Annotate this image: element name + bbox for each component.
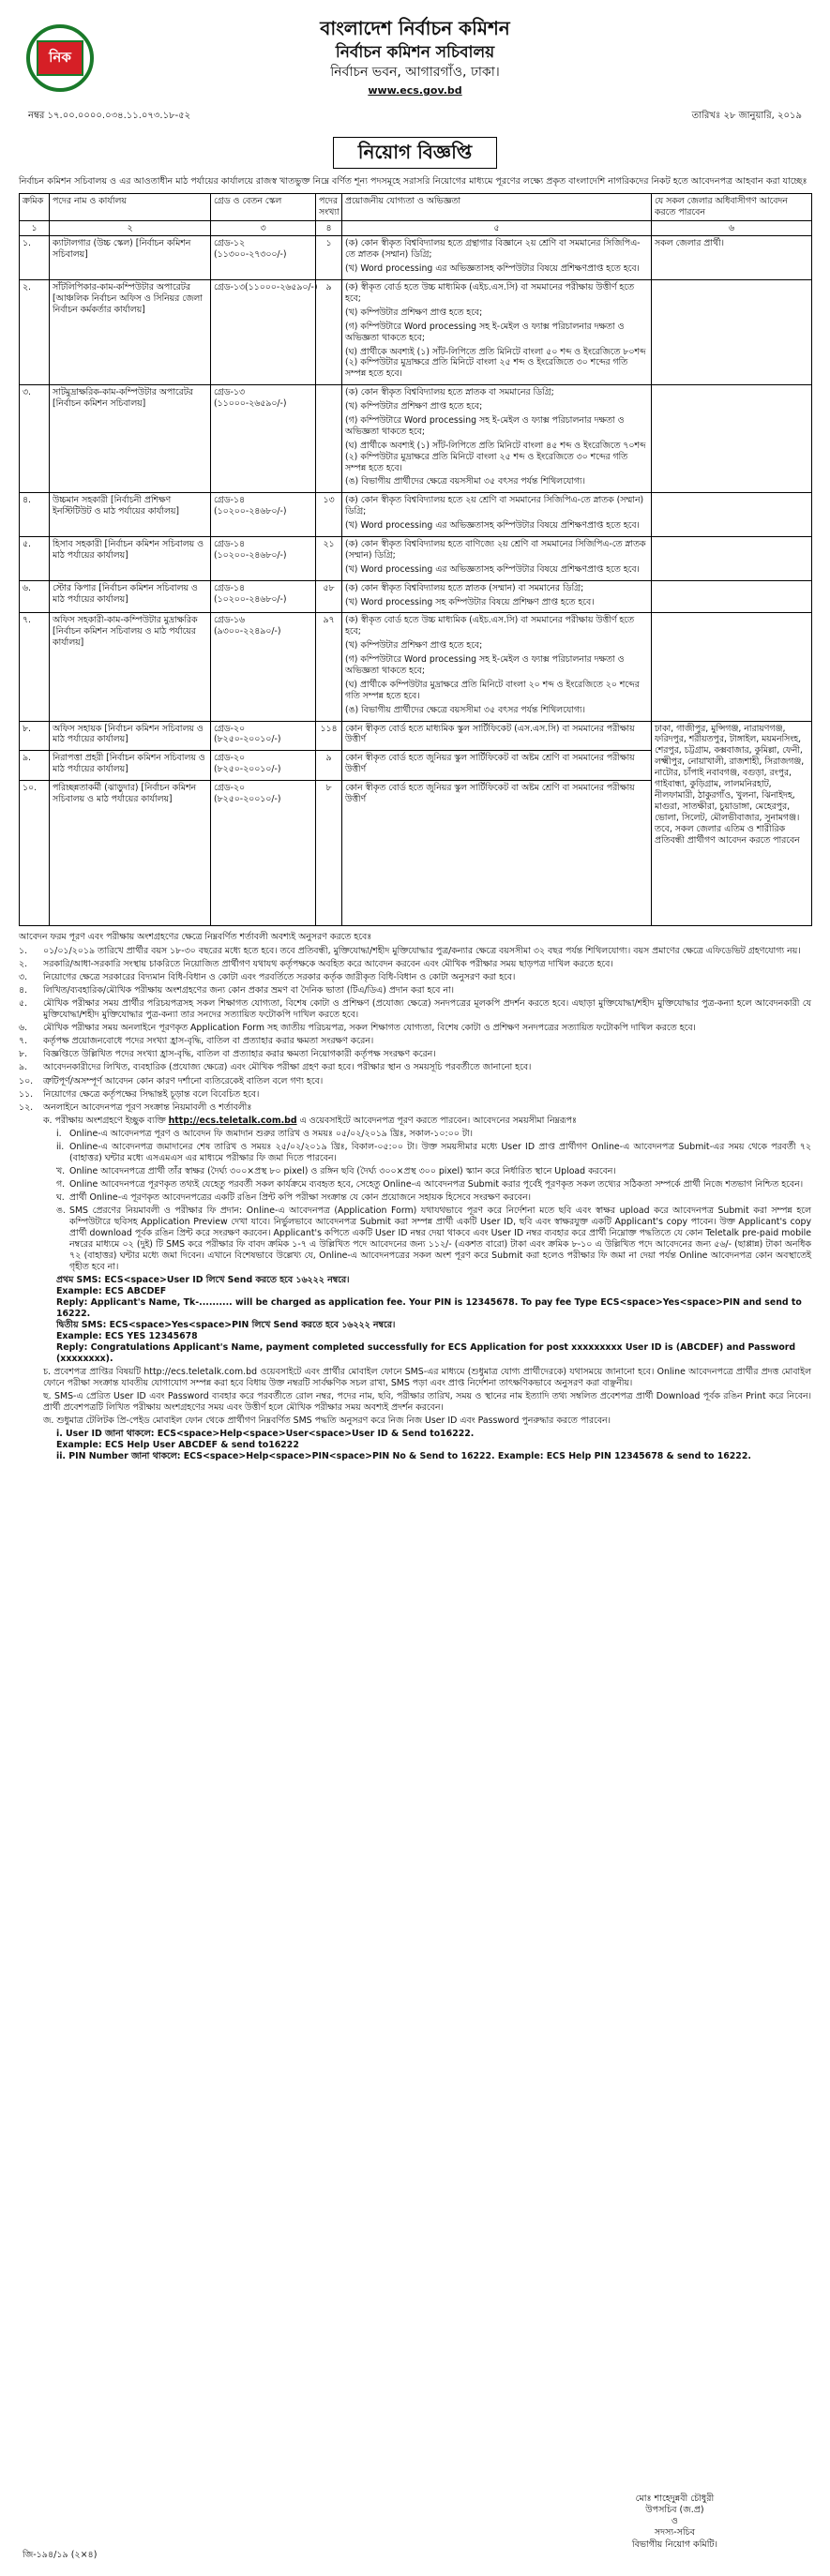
row-grade: গ্রেড-১৪ (১০২০০-২৪৬৮০/-)	[211, 537, 316, 581]
step-number: ii.	[56, 1141, 65, 1152]
admit-card-download: ছ. SMS-এ প্রেরিত User ID এবং Password ব্যবহার করে পরবর্তীতে রোল নম্বর, পদের নাম, ছবি, পরীক্ষার তারিখ, সময় ও স্থানের নাম ইত্যাদি তথ্য সম্বলিত প্রবেশপত্র প্রার্থী Download পূর্বক রঙিন Print করে নিবেন। প্রার্থী প্রবেশপত্রটি লিখিত পরীক্ষায় অংশগ্রহণের সময় এবং উত্তীর্ণ হলে মৌখিক পরীক্ষার সময় অবশ্যই প্রদর্শন করবেন।	[43, 1391, 811, 1414]
condition-text: কর্তৃপক্ষ প্রয়োজনবোধে পদের সংখ্যা হ্রাস-বৃদ্ধি, বাতিল বা প্রত্যাহার করার ক্ষমতা সংরক্ষণ করেন।	[43, 1036, 374, 1047]
table-row	[20, 580, 812, 613]
row-serial: ২.	[20, 280, 50, 385]
row-serial: ৭.	[20, 613, 50, 721]
online-instructions	[43, 1116, 811, 1463]
qual-line: (খ) কম্পিউটার প্রশিক্ষণ প্রাপ্ত হতে হবে;	[345, 401, 483, 412]
step-text: Online-এ আবেদনপত্র পূরণ ও আবেদন ফি জমাদান শুরুর তারিখ ও সময়ঃ ০৫/০২/২০১৯ খ্রিঃ, সকাল-১০:০০ টা।	[69, 1128, 473, 1139]
qual-line: কোন স্বীকৃত বোর্ড হতে মাধ্যমিক স্কুল সার্টিফিকেট (এস.এস.সি) বা সমমানের পরীক্ষায় উত্তীর্ণ	[345, 723, 635, 745]
qual-line: (খ) Word processing এর অভিজ্ঞতাসহ কম্পিউটার বিষয়ে প্রশিক্ষণপ্রাপ্ত হতে হবে।	[345, 520, 640, 532]
row-post: পরিচ্ছন্নতাকর্মী (ঝাড়ুদার) [নির্বাচন কমিশন সচিবালয় ও মাঠ পর্যায়ের কার্যালয়]	[50, 781, 211, 926]
recover-user-id-example: Example: ECS Help User ABCDEF & send to16222	[56, 1440, 299, 1451]
sms-first-instruction: প্রথম SMS: ECS<space>User ID লিখে Send করতে হবে ১৬২২২ নম্বরে।	[56, 1275, 350, 1285]
notice-header	[19, 17, 811, 127]
condition-text: বিজ্ঞপ্তিতে উল্লিখিত পদের সংখ্যা হ্রাস-বৃদ্ধি, বাতিল বা প্রত্যাহার করার ক্ষমতা নিয়োগকারী কর্তৃপক্ষ সংরক্ষণ করেন।	[43, 1049, 436, 1060]
sms-second-instruction: দ্বিতীয় SMS: ECS<space>Yes<space>PIN লিখে Send করতে হবে ১৬২২২ নম্বরে।	[56, 1320, 396, 1331]
row-districts	[652, 385, 812, 493]
condition-text: সরকারি/আধা-সরকারি সংস্থায় চাকরিতে নিয়োজিত প্রার্থীগণ যথাযথ কর্তৃপক্ষকে অবহিত করে আবেদন করবেন এবং মৌখিক পরীক্ষার সময় ছাড়পত্র দাখিল করতে হবে।	[43, 959, 613, 970]
condition-item	[19, 1089, 811, 1101]
header-serial: ক্রমিক	[20, 193, 50, 220]
row-count	[316, 385, 342, 493]
row-quals	[342, 751, 652, 781]
row-post: উচ্চমান সহকারী [নির্বাচনী প্রশিক্ষণ ইনস্টিটিউট ও মাঠ পর্যায়ের কার্যালয়]	[50, 493, 211, 537]
condition-item	[19, 1076, 811, 1087]
table-row	[20, 493, 812, 537]
recover-pin: ii. PIN Number জানা থাকলে: ECS<space>Help<space>PIN<space>PIN No & Send to 16222. Example: ECS Help PIN 12345678 & send to 16222.	[56, 1451, 751, 1462]
condition-item	[19, 972, 811, 983]
teletalk-link[interactable]: http://ecs.teletalk.com.bd	[168, 1115, 297, 1126]
logo-emblem: নিক	[37, 40, 83, 76]
condition-number: ৮.	[19, 1049, 28, 1060]
qual-line: (ক) কোন স্বীকৃত বিশ্ববিদ্যালয় হতে স্নাতক (সম্মান) বা সমমানের ডিগ্রি;	[345, 582, 584, 593]
row-serial: ৮.	[20, 721, 50, 751]
qual-line: (খ) কম্পিউটার প্রশিক্ষণ প্রাপ্ত হতে হবে;	[345, 307, 483, 318]
condition-text: ০১/০১/২০১৯ তারিখে প্রার্থীর বয়স ১৮-৩০ বছরের মধ্যে হতে হবে। তবে প্রতিবন্ধী, মুক্তিযোদ্ধা/শহীদ মুক্তিযোদ্ধার পুত্র/কন্যার ক্ষেত্রে বয়সসীমা ৩২ বছর পর্যন্ত শিথিলযোগ্য। বয়স প্রমাণের ক্ষেত্রে এফিডেভিট গ্রহণযোগ্য নয়।	[43, 946, 801, 957]
colnum: ৩	[211, 220, 316, 236]
row-quals	[342, 721, 652, 751]
row-serial: ৫.	[20, 537, 50, 581]
row-post: স্টোর কিপার [নির্বাচন কমিশন সচিবালয় ও মাঠ পর্যায়ের কার্যালয়]	[50, 580, 211, 613]
condition-item	[19, 1036, 811, 1047]
row-grade: গ্রেড-২০ (৮২৫০-২০০১০/-)	[211, 721, 316, 751]
condition-number: ৩.	[19, 972, 28, 983]
row-grade: গ্রেড-২০ (৮২৫০-২০০১০/-)	[211, 781, 316, 926]
step-number: গ.	[56, 1178, 66, 1190]
qual-line: (ঘ) প্রার্থীকে অবশ্যই (১) সাঁট-লিপিতে প্রতি মিনিটে বাংলা ৫০ শব্দ ও ইংরেজিতে ৮০শব্দ (২) কম্পিউটার মুদ্রাক্ষরে প্রতি মিনিটে বাংলা ২৫ শব্দ ও ইংরেজিতে ৩০ শব্দের গতি সম্পন্ন হতে হবে।	[345, 346, 646, 380]
condition-item	[19, 1102, 811, 1114]
intro-paragraph: নির্বাচন কমিশন সচিবালয় ও এর আওতাধীন মাঠ পর্যায়ের কার্যালয়ে রাজস্ব খাতভুক্ত নিম্নে বর্ণিত শূন্য পদসমূহে সরাসরি নিয়োগের মাধ্যমে পূরণের লক্ষ্যে প্রকৃত বাংলাদেশি নাগরিকদের নিকট হতে আবেদনপত্র আহবান করা যাচ্ছেঃ	[19, 175, 807, 187]
row-grade: গ্রেড-১৪ (১০২০০-২৪৬৮০/-)	[211, 580, 316, 613]
row-districts	[652, 280, 812, 385]
qual-line: (খ) Word processing এর অভিজ্ঞতাসহ কম্পিউটার বিষয়ে প্রশিক্ষণপ্রাপ্ত হতে হবে।	[345, 263, 640, 275]
step-text: Online আবেদনপত্রে প্রার্থী তাঁর স্বাক্ষর (দৈর্ঘ্য ৩০০×প্রস্থ ৮০ pixel) ও রঙ্গিন ছবি (দৈর্ঘ্য ৩০০×প্রস্থ ৩০০ pixel) স্ক্যান করে নির্ধারিত স্থানে Upload করবেন।	[69, 1165, 616, 1176]
condition-text: মৌখিক পরীক্ষার সময় অনলাইনে পূরণকৃত Application Form সহ জাতীয় পরিচয়পত্র, সকল শিক্ষাগত যোগ্যতা, বিশেষ কোটা ও প্রশিক্ষণ সনদপত্রের সত্যায়িত ফটোকপি দাখিল করতে হবে।	[43, 1023, 696, 1034]
row-serial: ১০.	[20, 781, 50, 926]
condition-text: মৌখিক পরীক্ষার সময় প্রার্থীর পরিচয়পত্রসহ সকল শিক্ষাগত যোগ্যতা, বিশেষ কোটা ও প্রশিক্ষণ (প্রযোজ্য ক্ষেত্রে) সনদপত্রের মূলকপি প্রদর্শন করতে হবে। এছাড়া মুক্তিযোদ্ধা/শহীদ মুক্তিযোদ্ধার পুত্র-কন্যা হলে আবেদনকারী যে মুক্তিযোদ্ধা/শহীদ মুক্তিযোদ্ধার পুত্র-কন্যা তার সনদের সত্যায়িত ফটোকপি দাখিল করতে হবে।	[43, 998, 811, 1021]
row-districts	[652, 493, 812, 537]
row-districts	[652, 580, 812, 613]
row-districts	[652, 537, 812, 581]
condition-item	[19, 959, 811, 970]
step-number: খ.	[56, 1165, 66, 1176]
colnum: ৬	[652, 220, 812, 236]
conditions-intro: আবেদন ফরম পূরণ এবং পরীক্ষায় অংশগ্রহণের ক্ষেত্রে নিম্নবর্ণিত শর্তাবলী অবশ্যই অনুসরণ করতে হবেঃ	[19, 932, 372, 943]
qual-line: (ক) স্বীকৃত বোর্ড হতে উচ্চ মাধ্যমিক (এইচ.এস.সি) বা সমমানের পরীক্ষায় উত্তীর্ণ হতে হবে;	[345, 615, 635, 637]
row-count: ১৩	[316, 493, 342, 537]
table-row	[20, 385, 812, 493]
header-count: পদের সংখ্যা	[316, 193, 342, 220]
signatory-role: সদস্য-সচিব	[654, 2527, 695, 2539]
row-post: সাটমুদ্রাক্ষরিক-কাম-কম্পিউটার অপারেটর [নির্বাচন কমিশন সচিবালয়]	[50, 385, 211, 493]
online-step	[56, 1166, 811, 1177]
colnum: ১	[20, 220, 50, 236]
step-text: Online আবেদনপত্রে পূরণকৃত তথ্যই যেহেতু পরবর্তী সকল কার্যক্রমে ব্যবহৃত হবে, সেহেতু Online-এ আবেদনপত্র Submit করার পূর্বেই পূরণকৃত সকল তথ্যের সঠিকতা সম্পর্কে প্রার্থী নিজে শতভাগ নিশ্চিত হবেন।	[69, 1178, 804, 1190]
signatory-and: ও	[671, 2516, 678, 2527]
condition-item	[19, 946, 811, 957]
row-post: অফিস সহকারী-কাম-কম্পিউটার মুদ্রাক্ষরিক [নির্বাচন কমিশন সচিবালয় ও মাঠ পর্যায়ের কার্যালয়]	[50, 613, 211, 721]
row-count: ২১	[316, 537, 342, 581]
org-address: নির্বাচন ভবন, আগারগাঁও, ঢাকা।	[330, 65, 500, 81]
row-grade: গ্রেড-১২ (১১৩০০-২৭৩০০/-)	[211, 236, 316, 280]
qual-line: কোন স্বীকৃত বোর্ড হতে জুনিয়র স্কুল সার্টিফিকেট বা অষ্টম শ্রেণি বা সমমানের পরীক্ষায় উত্তীর্ণ	[345, 753, 635, 775]
condition-text: অনলাইনে আবেদনপত্র পূরণ সংক্রান্ত নিয়মাবলী ও শর্তাবলীঃ	[43, 1101, 252, 1113]
row-post: নিরাপত্তা প্রহরী [নির্বাচন কমিশন সচিবালয় ও মাঠ পর্যায়ের কার্যালয়]	[50, 751, 211, 781]
row-grade: গ্রেড-১৩ (১১০০০-২৬৫৯০/-)	[211, 385, 316, 493]
row-quals	[342, 613, 652, 721]
colnum: ৪	[316, 220, 342, 236]
condition-number: ৬.	[19, 1023, 28, 1034]
table-row	[20, 236, 812, 280]
condition-text: লিখিত/ব্যবহারিক/মৌখিক পরীক্ষায় অংশগ্রহণের জন্য কোন প্রকার ভ্রমণ বা দৈনিক ভাতা (টিএ/ডিএ) প্রদান করা হবে না।	[43, 985, 455, 996]
qual-line: (ঘ) প্রার্থীকে অবশ্যই (১) সাঁট-লিপিতে প্রতি মিনিটে বাংলা ৪৫ শব্দ ও ইংরেজিতে ৭০শব্দ (২) কম্পিউটার মুদ্রাক্ষরে প্রতি মিনিটে বাংলা ২৫ শব্দ ও ইংরেজিতে ৩০ শব্দের গতি সম্পন্ন হতে হবে।	[345, 440, 646, 473]
row-post: অফিস সহায়ক [নির্বাচন কমিশন সচিবালয় ও মাঠ পর্যায়ের কার্যালয়]	[50, 721, 211, 751]
row-post: হিসাব সহকারী [নির্বাচন কমিশন সচিবালয় ও মাঠ পর্যায়ের কার্যালয়]	[50, 537, 211, 581]
row-districts: সকল জেলার প্রার্থী।	[652, 236, 812, 280]
condition-item	[19, 1049, 811, 1060]
condition-number: ৯.	[19, 1062, 28, 1073]
condition-number: ২.	[19, 959, 28, 970]
condition-number: ১০.	[19, 1075, 34, 1086]
row-grade: গ্রেড-২০ (৮২৫০-২০০১০/-)	[211, 751, 316, 781]
row-count: ৯	[316, 280, 342, 385]
signature-block	[632, 2494, 717, 2551]
condition-number: ৭.	[19, 1036, 28, 1047]
memo-date: তারিখঃ ২৮ জানুয়ারি, ২০১৯	[691, 111, 802, 121]
step-text: প্রার্থী Online-এ পূরণকৃত আবেদনপত্রের একটি রঙিন প্রিন্ট কপি পরীক্ষা সংক্রান্ত যে কোন প্রয়োজনে সহায়ক হিসেবে সংরক্ষণ করবেন।	[69, 1191, 531, 1203]
condition-number: ১.	[19, 946, 28, 957]
qual-line: (ক) কোন স্বীকৃত বিশ্ববিদ্যালয় হতে স্নাতক বা সমমানের ডিগ্রি;	[345, 387, 554, 398]
row-count: ১	[316, 236, 342, 280]
row-grade: গ্রেড-১৩(১১০০০-২৬৫৯০/-)	[211, 280, 316, 385]
sms-example-1: Example: ECS ABCDEF	[56, 1286, 167, 1297]
condition-number: ১১.	[19, 1088, 34, 1100]
step-number: i.	[56, 1128, 62, 1139]
step-text: SMS প্রেরণের নিয়মাবলী ও পরীক্ষার ফি প্রদান: Online-এ আবেদনপত্র (Application Form) যথাযথভাবে পূরণ করে নির্দেশনা মতে ছবি এবং স্বাক্ষর upload করে আবেদনপত্র Submit করা সম্পন্ন হলে কম্পিউটারে ছবিসহ Application Preview দেখা যাবে। নির্ভুলভাবে আবেদনপত্র Submit করা সম্পন্ন প্রার্থী একটি User ID, ছবি এবং স্বাক্ষরযুক্ত একটি Applicant's copy পাবেন। উক্ত Applicant's copy প্রার্থী download পূর্বক রঙিন প্রিন্ট করে সংরক্ষণ করবেন। Applicant's কপিতে একটি User ID নম্বর দেয়া থাকবে এবং User ID নম্বর ব্যবহার করে প্রার্থী নিম্নোক্ত পদ্ধতিতে যে কোন Teletalk pre-paid mobile নম্বরের মাধ্যমে ০২ (দুই) টি SMS করে পরীক্ষার ফি বাবদ ক্রমিক ১-৭ এ উল্লিখিত পদে আবেদনের জন্য ১১২/- (একশত বারো) টাকা এবং ক্রমিক ৮-১০ এ উল্লিখিত পদে আবেদনের জন্য ৫৬/- (ছাপ্পান্ন) টাকা অনধিক ৭২ (বাহাত্তর) ঘন্টার মধ্যে জমা দিবেন। এখানে বিশেষভাবে উল্লেখ্য যে, Online-এ আবেদনপত্রের সকল অংশ পূরণ করে Submit করা হলেও পরীক্ষার ফি জমা না দেয়া পর্যন্ত Online আবেদনপত্র কোন অবস্থাতেই গৃহীত হবে না।	[69, 1205, 811, 1272]
condition-item	[19, 998, 811, 1021]
condition-number: ১২.	[19, 1101, 34, 1113]
row-serial: ৪.	[20, 493, 50, 537]
qual-line: (ক) স্বীকৃত বোর্ড হতে উচ্চ মাধ্যমিক (এইচ.এস.সি) বা সমমানের পরীক্ষায় উত্তীর্ণ হতে হবে;	[345, 282, 635, 304]
election-commission-logo	[26, 24, 94, 92]
step-number: ঘ.	[56, 1191, 65, 1203]
online-intro-line	[43, 1116, 811, 1127]
row-quals	[342, 580, 652, 613]
admit-card-info: চ. প্রবেশপত্র প্রাপ্তির বিষয়টি http://ecs.teletalk.com.bd ওয়েবসাইটে এবং প্রার্থীর মোবাইল ফোনে SMS-এর মাধ্যমে (শুধুমাত্র যোগ্য প্রার্থীদেরকে) যথাসময়ে জানানো হবে। Online আবেদনপত্রে প্রার্থীর প্রদত্ত মোবাইল ফোনে পরীক্ষা সংক্রান্ত যাবতীয় যোগাযোগ সম্পন্ন করা হবে বিধায় উক্ত নম্বরটি সার্বক্ষণিক সচল রাখা, SMS পড়া এবং প্রাপ্ত নির্দেশনা তাৎক্ষণিকভাবে অনুসরণ করা বাঞ্ছনীয়।	[43, 1367, 811, 1389]
qual-line: (খ) কম্পিউটার প্রশিক্ষণ প্রাপ্ত হতে হবে;	[345, 640, 483, 651]
online-intro-after: এ ওয়েবসাইটে আবেদনপত্র পূরণ করতে পারবেন। আবেদনের সময়সীমা নিম্নরূপঃ	[299, 1115, 577, 1126]
qual-line: কোন স্বীকৃত বোর্ড হতে জুনিয়র স্কুল সার্টিফিকেট বা অষ্টম শ্রেণি বা সমমানের পরীক্ষায় উত্তীর্ণ	[345, 783, 635, 805]
row-count: ৫৮	[316, 580, 342, 613]
online-step	[56, 1192, 811, 1204]
online-intro: ক. পরীক্ষায় অংশগ্রহণে ইচ্ছুক ব্যক্তি	[43, 1115, 166, 1126]
condition-item	[19, 1062, 811, 1073]
sms-example-2: Example: ECS YES 12345678	[56, 1331, 198, 1342]
qual-line: (ক) কোন স্বীকৃত বিশ্ববিদ্যালয় হতে ২য় শ্রেণি বা সমমানের সিজিপিএ-তে স্নাতক (সম্মান) ডিগ্রি;	[345, 495, 644, 517]
table-row	[20, 537, 812, 581]
qual-line: (খ) Word processing সহ কম্পিউটার বিষয়ে প্রশিক্ষণ প্রাপ্ত হতে হবে।	[345, 596, 595, 607]
header-post: পদের নাম ও কার্যালয়	[50, 193, 211, 220]
condition-number: ৫.	[19, 998, 28, 1010]
memo-number: নম্বর ১৭.০০.০০০০.০৩৪.১১.০৭৩.১৮-৫২	[28, 111, 191, 121]
qual-line: (গ) কম্পিউটারে Word processing সহ ই-মেইল ও ফ্যাক্স পরিচালনার দক্ষতা ও অভিজ্ঞতা থাকতে হবে;	[345, 321, 625, 343]
row-count: ৯৭	[316, 613, 342, 721]
step-text: Online-এ আবেদনপত্র জমাদানের শেষ তারিখ ও সময়ঃ ২৫/০২/২০১৯ খ্রিঃ, বিকাল-০৫:০০ টা। উক্ত সময়সীমার মধ্যে User ID প্রাপ্ত প্রার্থীগণ Online-এ আবেদনপত্র Submit-এর সময় থেকে পরবর্তী ৭২ (বাহাত্তর) ঘন্টার মধ্যে এসএমএস এর মাধ্যমে পরীক্ষার ফি জমা দিতে পারবেন।	[69, 1141, 811, 1163]
condition-item	[19, 1023, 811, 1034]
password-recovery-intro: জ. শুধুমাত্র টেলিটক প্রি-পেইড মোবাইল ফোন থেকে প্রার্থীগণ নিম্নবর্ণিত SMS পদ্ধতি অনুসরণ করে নিজ নিজ User ID এবং Password পুনরুদ্ধার করতে পারবেন।	[43, 1415, 611, 1427]
header-districts: যে সকল জেলার অধিবাসীগণ আবেদন করতে পারবেন	[652, 193, 812, 220]
row-count: ৮	[316, 781, 342, 926]
row-quals	[342, 493, 652, 537]
header-grade: গ্রেড ও বেতন স্কেল	[211, 193, 316, 220]
qual-line: (খ) Word processing এর অভিজ্ঞতাসহ কম্পিউটার বিষয়ে প্রশিক্ষণপ্রাপ্ত হতে হবে।	[345, 563, 640, 575]
table-row	[20, 280, 812, 385]
table-header-row	[20, 193, 812, 220]
online-step	[56, 1129, 811, 1140]
sms-reply-1: Reply: Applicant's Name, Tk-.......... will be charged as application fee. Your PIN is 12345678. To pay fee Type ECS<space>Yes<space>PIN and send to 16222.	[56, 1297, 802, 1320]
online-step	[56, 1142, 811, 1164]
row-quals	[342, 236, 652, 280]
qual-line: (ক) কোন স্বীকৃত বিশ্ববিদ্যালয় হতে গ্রন্থাগার বিজ্ঞানে ২য় শ্রেণি বা সমমানের সিজিপিএ-তে স্নাতক (সম্মান) ডিগ্রি;	[345, 238, 641, 261]
vacancy-table	[19, 193, 812, 926]
row-quals	[342, 781, 652, 926]
qual-line: (ক) কোন স্বীকৃত বিশ্ববিদ্যালয় হতে বাণিজ্যে ২য় শ্রেণি বা সমমানের সিজিপিএ-তে স্নাতক (সম্মান) ডিগ্রি;	[345, 539, 646, 561]
recover-user-id: i. User ID জানা থাকলে: ECS<space>Help<space>User<space>User ID & Send to16222.	[56, 1429, 475, 1440]
table-row	[20, 721, 812, 751]
online-step	[56, 1179, 811, 1191]
condition-text: নিয়োগের ক্ষেত্রে কর্তৃপক্ষের সিদ্ধান্তই চূড়ান্ত বলে বিবেচিত হবে।	[43, 1088, 260, 1100]
row-serial: ৬.	[20, 580, 50, 613]
header-qualification: প্রয়োজনীয় যোগ্যতা ও অভিজ্ঞতা	[342, 193, 652, 220]
org-name: বাংলাদেশ নির্বাচন কমিশন	[320, 17, 510, 39]
notice-title: নিয়োগ বিজ্ঞপ্তি	[333, 137, 498, 169]
row-post: সাঁটলিপিকার-কাম-কম্পিউটার অপারেটর [আঞ্চলিক নির্বাচন অফিস ও সিনিয়র জেলা নির্বাচন কর্মকর্তার কার্যালয়]	[50, 280, 211, 385]
sms-reply-2: Reply: Congratulations Applicant's Name, payment completed successfully for ECS Application for post xxxxxxxxx User ID is (ABCDEF) and Password (xxxxxxxx).	[56, 1342, 796, 1365]
table-row	[20, 613, 812, 721]
condition-text: নিয়োগের ক্ষেত্রে সরকারের বিদ্যমান বিধি-বিধান ও কোটা এবং পরবর্তিতে সরকার কর্তৃক জারীকৃত বিধি-বিধান ও কোটা অনুসরণ করা হবে।	[43, 972, 516, 983]
step-number: ঙ.	[56, 1205, 66, 1216]
row-grade: গ্রেড-১৬ (৯৩০০-২২৪৯০/-)	[211, 613, 316, 721]
condition-text: ত্রুটিপূর্ণ/অসম্পূর্ণ আবেদন কোন কারণ দর্শানো ব্যতিরেকেই বাতিল বলে গণ্য হবে।	[43, 1075, 324, 1086]
row-count: ১১৪	[316, 721, 342, 751]
signatory-committee: বিভাগীয় নিয়োগ কমিটি।	[631, 2539, 717, 2550]
conditions-section	[19, 932, 811, 1462]
row-districts	[652, 613, 812, 721]
condition-text: আবেদনকারীদের লিখিত, ব্যবহারিক (প্রযোজ্য ক্ষেত্রে) এবং মৌখিক পরীক্ষা গ্রহণ করা হবে। পরীক্ষার স্থান ও সময়সূচি পরবর্তীতে জানানো হবে।	[43, 1062, 532, 1073]
row-count: ৯	[316, 751, 342, 781]
row-serial: ৯.	[20, 751, 50, 781]
table-colnum-row	[20, 220, 812, 236]
signatory-name: মোঃ শাহেদুন্নবী চৌধুরী	[635, 2494, 715, 2504]
secretariat-name: নির্বাচন কমিশন সচিবালয়	[335, 42, 495, 62]
condition-item	[19, 985, 811, 996]
signatory-designation: উপসচিব (জ.প্র)	[645, 2505, 704, 2516]
row-serial: ১.	[20, 236, 50, 280]
condition-number: ৪.	[19, 985, 28, 996]
row-quals	[342, 385, 652, 493]
row-serial: ৩.	[20, 385, 50, 493]
govt-ad-code: জি-১৯৪/১৯ (২×৪)	[23, 2550, 98, 2560]
colnum: ৫	[342, 220, 652, 236]
qual-line: (ঙ) বিভাগীয় প্রার্থীদের ক্ষেত্রে বয়সসীমা ৩৫ বৎসর পর্যন্ত শিথিলযোগ্য।	[345, 476, 585, 487]
qual-line: (গ) কম্পিউটারে Word processing সহ ই-মেইল ও ফ্যাক্স পরিচালনার দক্ষতা ও অভিজ্ঞতা থাকতে হবে;	[345, 415, 625, 437]
colnum: ২	[50, 220, 211, 236]
row-post: ক্যাটালগার (উচ্চ স্কেল) [নির্বাচন কমিশন সচিবালয়]	[50, 236, 211, 280]
row-grade: গ্রেড-১৪ (১০২০০-২৪৬৮০/-)	[211, 493, 316, 537]
row-districts: ঢাকা, গাজীপুর, মুন্সিগঞ্জ, নারায়ণগঞ্জ, ফরিদপুর, শরীয়তপুর, টাঙ্গাইল, ময়মনসিংহ, শেরপুর, চট্টগ্রাম, কক্সবাজার, কুমিল্লা, ফেনী, লক্ষ্মীপুর, নোয়াখালী, রাজশাহী, সিরাজগঞ্জ, নাটোর, চাঁপাই নবাবগঞ্জ, বগুড়া, রংপুর, গাইবান্ধা, কুড়িগ্রাম, লালমনিরহাট, নীলফামারী, ঠাকুরগাঁও, খুলনা, ঝিনাইদহ, মাগুরা, সাতক্ষীরা, চুয়াডাঙ্গা, মেহেরপুর, ভোলা, সিলেট, মৌলভীবাজার, সুনামগঞ্জ। তবে, সকল জেলার এতিম ও শারীরিক প্রতিবন্ধী প্রার্থীগণ আবেদন করতে পারবেন	[652, 721, 812, 926]
online-step	[56, 1206, 811, 1273]
website-link[interactable]: www.ecs.gov.bd	[368, 84, 462, 97]
qual-line: (ঙ) বিভাগীয় প্রার্থীদের ক্ষেত্রে বয়সসীমা ৩৫ বৎসর পর্যন্ত শিথিলযোগ্য।	[345, 704, 585, 715]
row-quals	[342, 280, 652, 385]
row-quals	[342, 537, 652, 581]
qual-line: (ঘ) প্রার্থীকে কম্পিউটার মুদ্রাক্ষরে প্রতি মিনিটে বাংলা ২০ শব্দ ও ইংরেজিতে ২০ শব্দের গতি সম্পন্ন হতে হবে।	[345, 679, 640, 701]
qual-line: (গ) কম্পিউটারে Word processing সহ ই-মেইল ও ফ্যাক্স পরিচালনার দক্ষতা ও অভিজ্ঞতা থাকতে হবে;	[345, 654, 625, 677]
